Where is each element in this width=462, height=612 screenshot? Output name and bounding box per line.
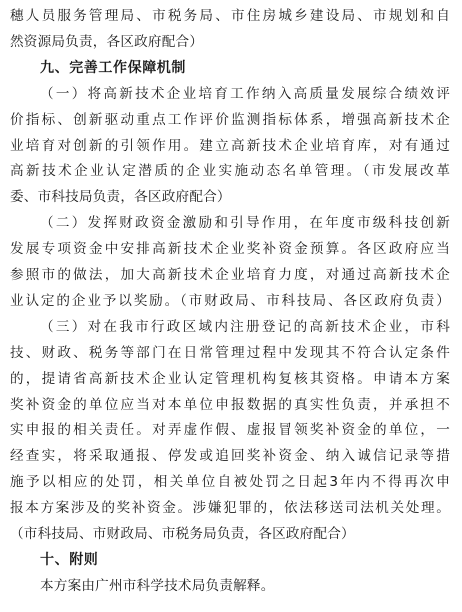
text-line-11: 参照市的做法，加大高新技术企业培育力度，对通过高新技术企 (10, 267, 450, 283)
text-line-1: 穗人员服务管理局、市税务局、市住房城乡建设局、市规划和自 (10, 8, 450, 24)
text-line-5: 价指标、创新驱动重点工作评价监测指标体系，增强高新技术企 (10, 111, 450, 128)
text-line-2: 然资源局负责，各区政府配合） (10, 33, 204, 50)
text-line-13: （三）对在我市行政区域内注册登记的高新技术企业，市科 (40, 318, 450, 335)
text-line-20: 报本方案涉及的奖补资金。涉嫌犯罪的，依法移送司法机关处理。 (10, 500, 450, 517)
text-line-16: 奖补资金的单位应当对本单位申报数据的真实性负责，并承担不 (10, 396, 450, 413)
text-line-7: 高新技术企业认定潜质的企业实施动态名单管理。（市发展改革 (10, 163, 450, 180)
text-line-9: （二）发挥财政资金激励和引导作用，在年度市级科技创新 (40, 215, 450, 232)
text-line-18: 经查实，将采取通报、停发或追回奖补资金、纳入诚信记录等措 (10, 448, 450, 465)
section-heading-10: 十、附则 (40, 551, 99, 568)
section-heading-9: 九、完善工作保障机制 (40, 59, 186, 76)
text-line-17: 实申报的相关责任。对弄虚作假、虚报冒领奖补资金的单位，一 (10, 422, 450, 439)
text-line-8: 委、市科技局负责，各区政府配合） (10, 189, 231, 206)
text-line-19: 施予以相应的处罚，相关单位自被处罚之日起3年内不得再次申 (10, 474, 450, 491)
text-line-14: 技、财政、税务等部门在日常管理过程中发现其不符合认定条件 (10, 344, 450, 361)
text-line-4: （一）将高新技术企业培育工作纳入高质量发展综合绩效评 (40, 85, 450, 102)
text-line-6: 业培育对创新的引领作用。建立高新技术企业培育库，对有通过 (10, 137, 450, 154)
text-line-15: 的，提请省高新技术企业认定管理机构复核其资格。申请本方案 (10, 370, 450, 387)
text-line-21: （市科技局、市财政局、市税务局负责，各区政府配合） (10, 526, 355, 542)
text-line-10: 发展专项资金中安排高新技术企业奖补资金预算。各区政府应当 (10, 241, 450, 258)
closing-statement: 本方案由广州市科学技术局负责解释。 (40, 577, 275, 594)
text-line-12: 业认定的企业予以奖励。（市财政局、市科技局、各区政府负责） (10, 292, 450, 309)
